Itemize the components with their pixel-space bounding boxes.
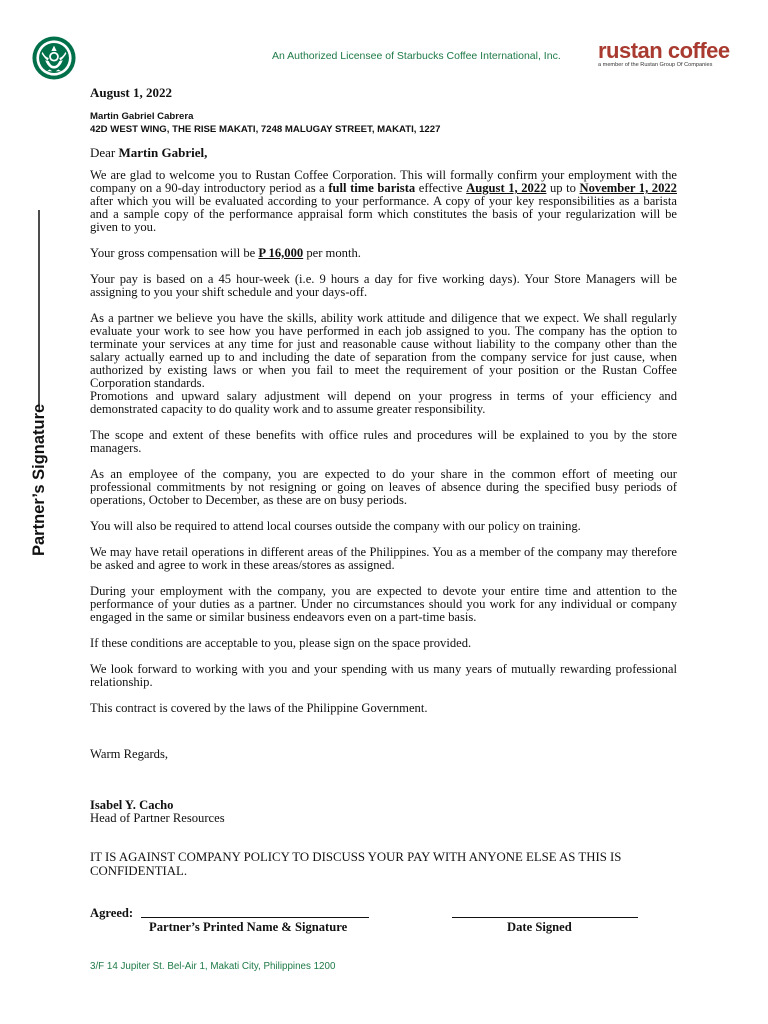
- date-signed-label: Date Signed: [507, 920, 572, 934]
- brand-tagline: a member of the Rustan Group Of Companies: [598, 62, 713, 68]
- partner-signature-side: [24, 200, 54, 560]
- start-date: August 1, 2022: [466, 181, 547, 195]
- recipient-address: 42D WEST WING, THE RISE MAKATI, 7248 MALUGAY STREET, MAKATI, 1227: [90, 124, 441, 135]
- letter-date: August 1, 2022: [90, 85, 172, 100]
- printed-name-signature-line: [141, 917, 369, 918]
- paragraph-look-forward: We look forward to working with you and your spending with us many years of mutually rewarding professional relationship.: [90, 662, 677, 689]
- date-signed-line: [452, 917, 638, 918]
- position-title: full time barista: [328, 181, 416, 195]
- rustan-coffee-brand: [598, 40, 738, 69]
- printed-name-label: Partner’s Printed Name & Signature: [149, 920, 348, 934]
- salary-amount: P 16,000: [258, 246, 304, 260]
- p1-text-c: up to: [546, 181, 580, 195]
- paragraph-busy-periods: As an employee of the company, you are expected to do your share in the common effort of meeting our professional commitments by not resigning or going on leaves of absence during the specified busy periods of operations, October to December, as these are on busy periods.: [90, 467, 677, 507]
- salutation: [90, 145, 207, 161]
- paragraph-employment: [90, 169, 677, 234]
- signer-name: Isabel Y. Cacho: [90, 798, 174, 812]
- salutation-prefix: Dear: [90, 145, 119, 160]
- signer-title: Head of Partner Resources: [90, 811, 225, 825]
- paragraph-partner: As a partner we believe you have the skills, ability work attitude and diligence that we expect. We shall regularly evaluate your work to see how you have performed in each job assigned to you. The company has the option to terminate your services at any time for just and reasonable cause without liability to the company other than the salary actually earned up to and including the date of separation from the company service for just cause, when authorized by existing laws or when you fail to meet the requirement of your position or the Rustan Coffee Corporation standards.: [90, 311, 677, 390]
- salutation-name: Martin Gabriel,: [118, 145, 208, 160]
- brand-name: rustan coffee: [598, 38, 730, 63]
- letter-body: [90, 169, 677, 728]
- footer-address: 3/F 14 Jupiter St. Bel-Air 1, Makati City, Philippines 1200: [90, 961, 336, 972]
- paragraph-governing-law: This contract is covered by the laws of the Philippine Government.: [90, 701, 428, 715]
- closing: Warm Regards,: [90, 747, 169, 761]
- recipient-name: Martin Gabriel Cabrera: [90, 111, 194, 122]
- paragraph-retail-areas: We may have retail operations in different areas of the Philippines. You as a member of the company may therefore be asked and agree to work in these areas/stores as assigned.: [90, 545, 677, 572]
- agreed-label: Agreed:: [90, 906, 134, 920]
- end-date: November 1, 2022: [579, 181, 677, 195]
- paragraph-compensation: [90, 247, 677, 260]
- paragraph-exclusivity: During your employment with the company, you are expected to devote your entire time and attention to the performance of your duties as a partner. Under no circumstances should you work for any individual or company engaged in the same or similar business endeavors even on a part-time basis.: [90, 584, 677, 624]
- recipient-block: [90, 110, 440, 136]
- p1-text-a: We are glad to welcome you to Rustan Coffee Corporation. This will formally confirm your employment with the company on a 90-day introductory period as a: [90, 168, 677, 195]
- signer-block: [90, 799, 225, 825]
- paragraph-acceptance: If these conditions are acceptable to you, please sign on the space provided.: [90, 636, 472, 650]
- paragraph-training: You will also be required to attend local courses outside the company with our policy on training.: [90, 519, 581, 533]
- paragraph-promotions: Promotions and upward salary adjustment will depend on your progress in terms of your efficiency and demonstrated capacity to do quality work and to assume greater responsibility.: [90, 389, 677, 416]
- starbucks-siren-logo-icon: [32, 36, 76, 80]
- paragraph-work-hours: Your pay is based on a 45 hour-week (i.e. 9 hours a day for five working days). Your Store Managers will be assigning to you your shift schedule and your days-off.: [90, 272, 677, 299]
- confidentiality-notice: IT IS AGAINST COMPANY POLICY TO DISCUSS YOUR PAY WITH ANYONE ELSE AS THIS IS CONFIDENTIAL.: [90, 850, 622, 878]
- p2-text-a: Your gross compensation will be: [90, 246, 259, 260]
- p2-text-b: per month.: [303, 246, 361, 260]
- signature-side-label: Partner’s Signature: [30, 403, 48, 556]
- p1-text-d: after which you will be evaluated according to your performance. A copy of your key responsibilities as a barista and a sample copy of the performance appraisal form which constitutes the basis of your regularization will be given to you.: [90, 194, 677, 234]
- licensee-text: An Authorized Licensee of Starbucks Coffee International, Inc.: [272, 50, 561, 62]
- paragraph-benefits: The scope and extent of these benefits with office rules and procedures will be explained to you by the store managers.: [90, 428, 677, 455]
- p1-text-b: effective: [415, 181, 467, 195]
